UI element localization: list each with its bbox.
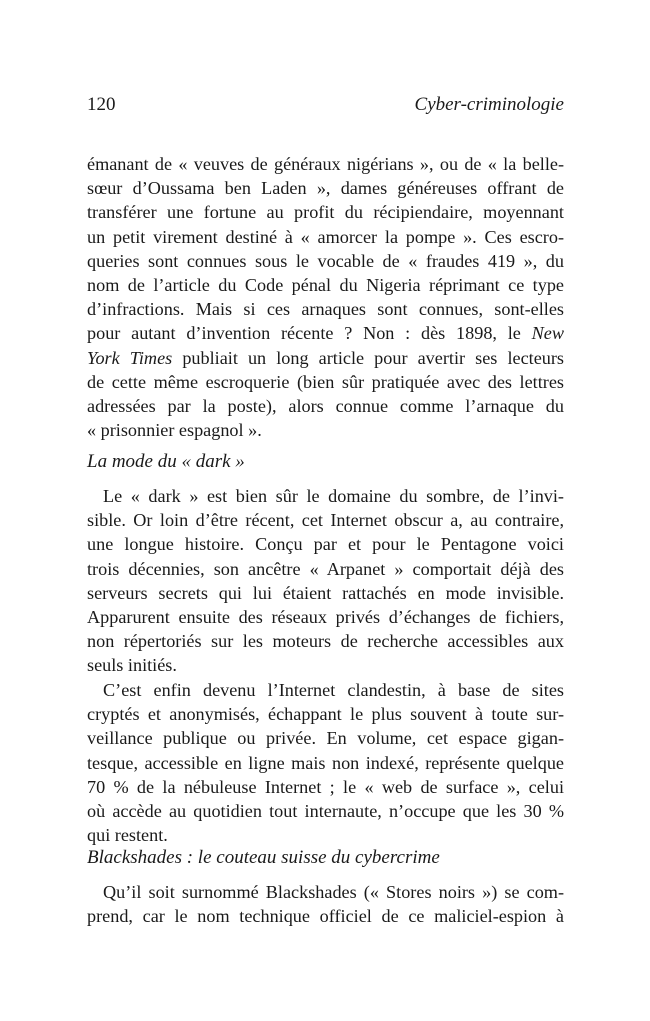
- text-line: un petit virement destiné à « amorcer la pompe ». Ces escro-: [87, 226, 564, 247]
- italic-title-segment: York Times: [87, 347, 173, 368]
- text-line: Le « dark » est bien sûr le domaine du sombre, de l’invi-: [103, 486, 564, 506]
- section-heading-blackshades: Blackshades : le couteau suisse du cybercrime: [87, 847, 440, 868]
- running-title: Cyber-criminologie: [414, 94, 564, 115]
- section-heading-dark: La mode du « dark »: [87, 451, 245, 472]
- paragraph-fraudes-419: [87, 152, 564, 442]
- text-line: Qu’il soit surnommé Blackshades (« Stores noirs ») se com-: [103, 882, 564, 902]
- text-line: « prisonnier espagnol ».: [87, 420, 262, 441]
- text-line: seuls initiés.: [87, 655, 177, 676]
- text-line: sœur d’Oussama ben Laden », dames généreuses offrant de: [87, 178, 564, 199]
- text-line: queries sont connues sous le vocable de « fraudes 419 », du: [87, 250, 564, 271]
- paragraph-blackshades: [87, 880, 564, 928]
- text-line: Apparurent ensuite des réseaux privés d’échanges de fichiers,: [87, 607, 564, 628]
- text-line: où accède au quotidien tout internaute, n’occupe que les 30 %: [87, 801, 564, 822]
- text-line: de cette même escroquerie (bien sûr pratiquée avec des lettres: [87, 371, 564, 392]
- text-line: qui restent.: [87, 825, 168, 846]
- text-line: cryptés et anonymisés, échappant le plus souvent à toute sur-: [87, 704, 564, 725]
- text-segment: pour autant d’invention récente ? Non : dès 1898, le: [87, 323, 532, 344]
- text-line: d’infractions. Mais si ces arnaques sont connues, sont-elles: [87, 299, 564, 320]
- text-line: tesque, accessible en ligne mais non indexé, représente quelque: [87, 752, 564, 773]
- paragraph-dark-history: [87, 484, 564, 678]
- text-line: une longue histoire. Conçu par et pour le Pentagone voici: [87, 534, 564, 555]
- text-line: serveurs secrets qui lui étaient rattachés en mode invisible.: [87, 582, 564, 603]
- text-line: veillance publique ou privée. En volume, cet espace gigan-: [87, 728, 564, 749]
- text-line: adressées par la poste), alors connue comme l’arnaque du: [87, 396, 564, 417]
- text-line: nom de l’article du Code pénal du Nigeria réprimant ce type: [87, 275, 564, 296]
- text-line: C’est enfin devenu l’Internet clandestin, à base de sites: [103, 680, 564, 700]
- italic-title-segment: New: [531, 323, 564, 344]
- text-line: non répertoriés sur les moteurs de recherche accessibles aux: [87, 631, 564, 652]
- page-number: 120: [87, 94, 116, 115]
- text-segment: publiait un long article pour avertir ses lecteurs: [172, 347, 564, 368]
- text-line: transférer une fortune au profit du récipiendaire, moyennant: [87, 202, 564, 223]
- page-header: [87, 94, 564, 116]
- text-line: [87, 321, 564, 345]
- text-line: sible. Or loin d’être récent, cet Internet obscur a, au contraire,: [87, 510, 564, 531]
- text-line: 70 % de la nébuleuse Internet ; le « web de surface », celui: [87, 776, 564, 797]
- text-line: prend, car le nom technique officiel de ce maliciel-espion à: [87, 906, 564, 927]
- text-line: trois décennies, son ancêtre « Arpanet » comportait déjà des: [87, 558, 564, 579]
- text-line: [87, 346, 564, 370]
- paragraph-dark-volume: [87, 678, 564, 847]
- text-line: émanant de « veuves de généraux nigérians », ou de « la belle-: [87, 154, 564, 174]
